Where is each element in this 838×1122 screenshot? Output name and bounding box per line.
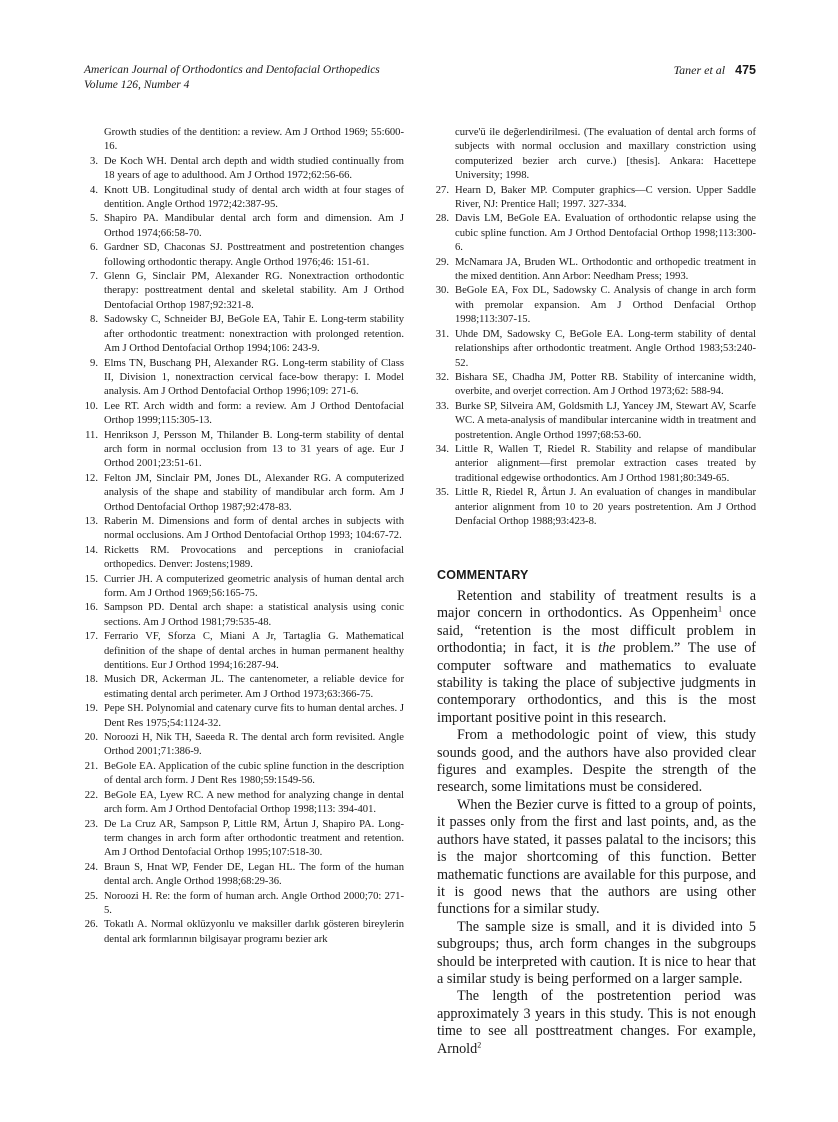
reference-number: 20. [84, 732, 98, 744]
reference-number: 29. [435, 256, 449, 268]
reference-item [84, 573, 404, 602]
reference-item [84, 544, 404, 573]
reference-text: Sadowsky C, Schneider BJ, BeGole EA, Tahir E. Long-term stability after orthodontic treatment: nonextraction with prolonged retention. Am J Orthod Dentofacial Orthop 1994;106: 243-9. [104, 314, 404, 355]
reference-item [84, 184, 404, 213]
reference-item [435, 212, 756, 255]
page-number: 475 [735, 63, 756, 77]
text-segment: problem.” The use of computer software and mathematics to evaluate stability is taking the place of subjective judgments in contemporary orthodontics, and this is the most important positive point in this research. [437, 640, 757, 726]
reference-number: 6. [90, 242, 98, 254]
reference-number: 33. [435, 400, 449, 412]
reference-number: 27. [435, 184, 449, 196]
reference-text: Pepe SH. Polynomial and catenary curve fits to human dental arches. J Dent Res 1975;54:1124-32. [104, 703, 404, 729]
reference-text: Ricketts RM. Provocations and perceptions in craniofacial orthopedics. Denver: Jostens;1989. [104, 544, 404, 571]
reference-text: curve'ü ile değerlendirilmesi. (The evaluation of dental arch forms of subjects with normal occlusion and maxillary constriction using computerized bezier arch curve.) [thesis]. Ankara: Hacettepe University; 1998. [455, 127, 756, 182]
reference-number: 25. [84, 890, 98, 902]
reference-number: 32. [435, 371, 449, 383]
reference-text: BeGole EA, Fox DL, Sadowsky C. Analysis of change in arch form with premolar expansion. Am J Orthod Denfacial Orthop 1998;113:307-15. [455, 285, 756, 326]
commentary-paragraph [437, 988, 756, 1058]
running-header-right [674, 63, 756, 78]
reference-number: 24. [84, 861, 98, 873]
reference-item [435, 184, 756, 213]
reference-item [84, 760, 404, 789]
reference-number: 3. [90, 155, 98, 167]
text-segment: once said, “retention is the most difficult problem in orthodontia; in fact, it is [437, 605, 756, 657]
citation-superscript: 1 [717, 604, 722, 614]
reference-item [84, 515, 404, 544]
reference-text: McNamara JA, Bruden WL. Orthodontic and orthopedic treatment in the mixed dentition. Ann Arbor: Needham Press; 1993. [455, 256, 756, 283]
reference-text: BeGole EA. Application of the cubic spline function in the description of dental arch form. J Dent Res 1980;59:1549-56. [104, 760, 404, 787]
reference-text: Noroozi H. Re: the form of human arch. Angle Orthod 2000;70: 271-5. [104, 890, 404, 916]
reference-item [84, 601, 404, 630]
reference-item [435, 328, 756, 371]
reference-number: 31. [435, 328, 449, 340]
commentary-heading: COMMENTARY [437, 568, 529, 582]
reference-item [84, 241, 404, 270]
reference-item [84, 155, 404, 184]
reference-number: 21. [84, 760, 98, 772]
reference-item [435, 371, 756, 400]
reference-number: 23. [84, 818, 98, 830]
reference-number: 28. [435, 213, 449, 225]
reference-text: Bishara SE, Chadha JM, Potter RB. Stability of intercanine width, overbite, and overjet correction. Am J Orthod 1973;62: 588-94. [455, 371, 756, 398]
reference-item [84, 818, 404, 861]
citation-superscript: 2 [477, 1039, 482, 1049]
volume-number: Volume 126, Number 4 [84, 79, 190, 91]
commentary-paragraph: The sample size is small, and it is divided into 5 subgroups; thus, arch form changes in the subgroups should be interpreted with caution. It is nice to hear that a similar study is being performed on a larger sample. [437, 918, 756, 987]
reference-text: De Koch WH. Dental arch depth and width studied continually from 18 years of age to adulthood. Am J Orthod 1972;62:56-66. [104, 155, 404, 182]
reference-item [435, 486, 756, 529]
emphasis-text: the [598, 640, 616, 657]
reference-number: 22. [84, 789, 98, 801]
running-header-left [84, 63, 380, 93]
reference-text: Growth studies of the dentition: a review. Am J Orthod 1969; 55:600-16. [104, 127, 404, 153]
reference-text: Ferrario VF, Sforza C, Miani A Jr, Tartaglia G. Mathematical definition of the shape of dental arches in human permanent healthy dentitions. Eur J Orthod 1994;16:287-94. [104, 631, 404, 672]
reference-text: Currier JH. A computerized geometric analysis of human dental arch form. Am J Orthod 1969;56:165-75. [104, 573, 404, 599]
reference-text: Elms TN, Buschang PH, Alexander RG. Long-term stability of Class II, Division 1, nonextraction cervical face-bow therapy: I. Model analysis. Am J Orthod Dentofacial Orthop 1996;109: 271-6. [104, 357, 404, 398]
reference-item [84, 472, 404, 515]
commentary-paragraph: When the Bezier curve is fitted to a group of points, it passes only from the first and last points, and, as the authors have stated, it passes palatal to the incisors; this is the major shortcoming of this function. Better mathematic functions are available for this purpose, and it is good news that the authors are using other functions for a similar study. [437, 796, 756, 918]
text-segment: The length of the postretention period was approximately 3 years in this study. This is not enough time to see all posttreatment changes. For example, Arnold [437, 988, 756, 1057]
commentary-paragraph: From a methodologic point of view, this study sounds good, and the authors have also provided clear figures and examples. Despite the strength of the research, some limitations must be considered. [437, 727, 756, 796]
commentary-paragraph [437, 588, 756, 727]
reference-number: 11. [85, 429, 98, 441]
reference-number: 14. [84, 544, 98, 556]
reference-text: Sampson PD. Dental arch shape: a statistical analysis using conic sections. Am J Orthod 1981;79:535-48. [104, 602, 404, 628]
reference-item [84, 918, 404, 947]
reference-text: Little R, Wallen T, Riedel R. Stability and relapse of mandibular anterior alignment—first premolar extraction cases treated by traditional edgewise orthodontics. Am J Orthod 1981;80:349-65. [455, 443, 756, 484]
reference-text: Henrikson J, Persson M, Thilander B. Long-term stability of dental arch form in normal occlusion from 13 to 31 years of age. Eur J Orthod 2001;23:51-61. [104, 429, 404, 470]
reference-text: Musich DR, Ackerman JL. The cantenometer, a reliable device for estimating dental arch perimeter. Am J Orthod 1973;63:366-75. [104, 674, 404, 700]
reference-item [435, 256, 756, 285]
reference-number: 35. [435, 487, 449, 499]
reference-text: Gardner SD, Chaconas SJ. Posttreatment and postretention changes following orthodontic therapy. Angle Orthod 1976;46: 151-61. [104, 242, 404, 268]
reference-number: 18. [84, 674, 98, 686]
reference-item [435, 126, 756, 184]
reference-item [84, 313, 404, 356]
reference-number: 17. [84, 631, 98, 643]
reference-item [84, 731, 404, 760]
reference-text: Uhde DM, Sadowsky C, BeGole EA. Long-term stability of dental relationships after orthodontic treatment. Angle Orthod 1983;53:240-52. [455, 328, 756, 369]
references-right-column [435, 126, 756, 529]
reference-item [84, 429, 404, 472]
reference-number: 19. [84, 703, 98, 715]
article-authors: Taner et al [673, 63, 726, 77]
reference-item [84, 357, 404, 400]
reference-item [84, 702, 404, 731]
reference-text: Noroozi H, Nik TH, Saeeda R. The dental arch form revisited. Angle Orthod 2001;71:386-9. [104, 732, 404, 758]
reference-number: 16. [84, 602, 98, 614]
reference-number: 8. [90, 314, 98, 326]
reference-text: Felton JM, Sinclair PM, Jones DL, Alexander RG. A computerized analysis of the shape and stability of mandibular arch form. Am J Orthod Dentofacial Orthop 1987;92:478-83. [104, 472, 404, 513]
reference-item [435, 400, 756, 443]
reference-item [84, 270, 404, 313]
reference-text: Davis LM, BeGole EA. Evaluation of orthodontic relapse using the cubic spline function. Am J Orthod Dentofacial Orthop 1998;113:300-6. [455, 213, 756, 254]
reference-text: Shapiro PA. Mandibular dental arch form and dimension. Am J Orthod 1974;66:58-70. [104, 213, 404, 239]
reference-number: 9. [90, 357, 98, 369]
reference-text: Braun S, Hnat WP, Fender DE, Legan HL. The form of the human dental arch. Angle Orthod 1998;68:29-36. [104, 861, 404, 888]
reference-text: De La Cruz AR, Sampson P, Little RM, Årtun J, Shapiro PA. Long-term changes in arch form after orthodontic treatment and retention. Am J Orthod Dentofacial Orthop 1995;107:518-30. [104, 818, 404, 859]
reference-text: Knott UB. Longitudinal study of dental arch width at four stages of dentition. Angle Orthod 1972;42:387-95. [104, 184, 404, 211]
reference-item [84, 861, 404, 890]
reference-item [84, 673, 404, 702]
reference-item [84, 400, 404, 429]
reference-item [435, 284, 756, 327]
journal-title: American Journal of Orthodontics and Dentofacial Orthopedics [84, 64, 380, 76]
reference-text: Lee RT. Arch width and form: a review. Am J Orthod Dentofacial Orthop 1999;115:305-13. [104, 400, 404, 427]
reference-text: BeGole EA, Lyew RC. A new method for analyzing change in dental arch form. Am J Orthod Dentofacial Orthop 1998;113: 394-401. [104, 789, 404, 816]
reference-text: Little R, Riedel R, Årtun J. An evaluation of changes in mandibular anterior alignment from 10 to 20 years postretention. Am J Orthod Denfacial Orthop 1988;93:423-8. [455, 487, 756, 527]
reference-text: Glenn G, Sinclair PM, Alexander RG. Nonextraction orthodontic therapy: posttreatment dental and skeletal stability. Am J Orthod Dentofacial Orthop 1987;92:321-8. [104, 271, 404, 311]
reference-number: 30. [435, 285, 449, 297]
reference-number: 5. [90, 213, 98, 225]
reference-item [84, 890, 404, 919]
reference-item [84, 212, 404, 241]
references-left-column [84, 126, 404, 947]
reference-number: 4. [90, 184, 98, 196]
reference-number: 15. [84, 573, 98, 585]
reference-text: Tokatlı A. Normal oklüzyonlu ve maksiller darlık gösteren bireylerin dental ark formlarının bilgisayar programı bezier ark [104, 919, 404, 945]
reference-number: 7. [90, 271, 98, 283]
reference-item [84, 630, 404, 673]
reference-text: Raberin M. Dimensions and form of dental arches in subjects with normal occlusions. Am J Orthod Dentofacial Orthop 1993; 104:67-72. [104, 515, 404, 542]
reference-number: 34. [435, 443, 449, 455]
text-segment: Retention and stability of treatment results is a major concern in orthodontics. As Oppenheim [437, 588, 756, 622]
reference-number: 26. [84, 919, 98, 931]
reference-item [84, 789, 404, 818]
reference-text: Burke SP, Silveira AM, Goldsmith LJ, Yancey JM, Stewart AV, Scarfe WC. A meta-analysis of mandibular intercanine width in treatment and postretention. Angle Orthod 1997;68:53-60. [455, 400, 756, 441]
reference-number: 10. [84, 400, 98, 412]
reference-item [84, 126, 404, 155]
commentary-section [437, 568, 756, 1058]
reference-item [435, 443, 756, 486]
reference-text: Hearn D, Baker MP. Computer graphics—C version. Upper Saddle River, NJ: Prentice Hall; 1997. 327-334. [455, 184, 756, 211]
reference-number: 12. [84, 472, 98, 484]
reference-number: 13. [84, 515, 98, 527]
